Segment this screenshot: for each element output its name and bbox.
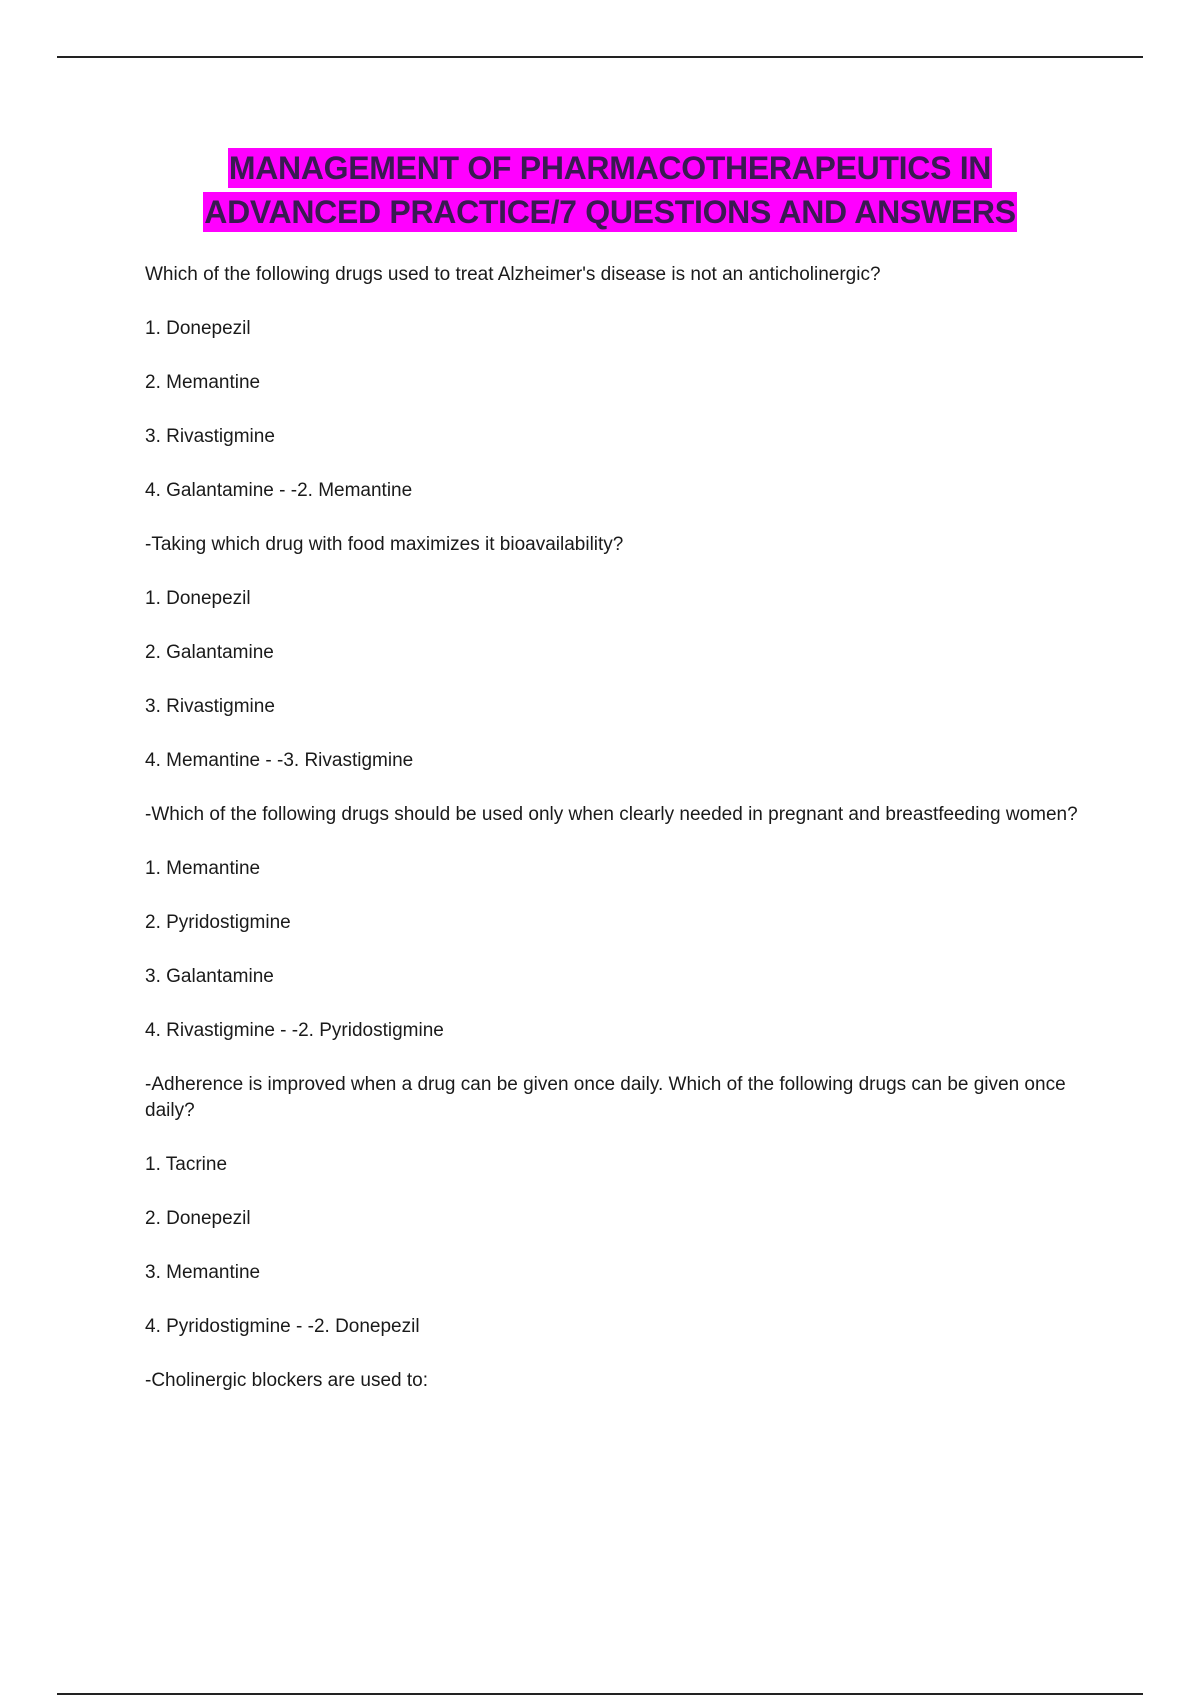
answer-option: 3. Rivastigmine	[145, 426, 275, 447]
answer-option: 3. Rivastigmine	[145, 696, 275, 717]
answer-option: 1. Memantine	[145, 858, 261, 879]
answer-option: 2. Donepezil	[145, 1208, 251, 1229]
answer-option: 3. Galantamine	[145, 966, 274, 987]
question-text: -Cholinergic blockers are used to:	[145, 1370, 429, 1391]
answer-option: 1. Donepezil	[145, 318, 251, 339]
answer-option: 2. Pyridostigmine	[145, 912, 291, 933]
answer-option-with-key: 4. Rivastigmine - -2. Pyridostigmine	[145, 1020, 444, 1041]
answer-option-with-key: 4. Galantamine - -2. Memantine	[145, 480, 413, 501]
question-text: -Which of the following drugs should be used only when clearly needed in pregnant and breastfeeding women?	[145, 804, 1078, 825]
question-text: -Adherence is improved when a drug can be given once daily. Which of the following drugs can be given once daily?	[145, 1074, 1066, 1121]
document-body	[145, 262, 1085, 1422]
answer-option: 2. Memantine	[145, 372, 261, 393]
header-rule	[57, 56, 1143, 58]
answer-option: 1. Donepezil	[145, 588, 251, 609]
answer-option: 3. Memantine	[145, 1262, 261, 1283]
answer-option-with-key: 4. Pyridostigmine - -2. Donepezil	[145, 1316, 420, 1337]
question-text: -Taking which drug with food maximizes it bioavailability?	[145, 534, 624, 555]
title-highlight: MANAGEMENT OF PHARMACOTHERAPEUTICS IN ADVANCED PRACTICE/7 QUESTIONS AND ANSWERS	[204, 150, 1016, 230]
answer-option: 1. Tacrine	[145, 1154, 228, 1175]
question-text: Which of the following drugs used to treat Alzheimer's disease is not an anticholinergic?	[145, 264, 881, 285]
answer-option-with-key: 4. Memantine - -3. Rivastigmine	[145, 750, 414, 771]
footer-rule	[57, 1693, 1143, 1695]
answer-option: 2. Galantamine	[145, 642, 274, 663]
page-title	[140, 146, 1080, 234]
